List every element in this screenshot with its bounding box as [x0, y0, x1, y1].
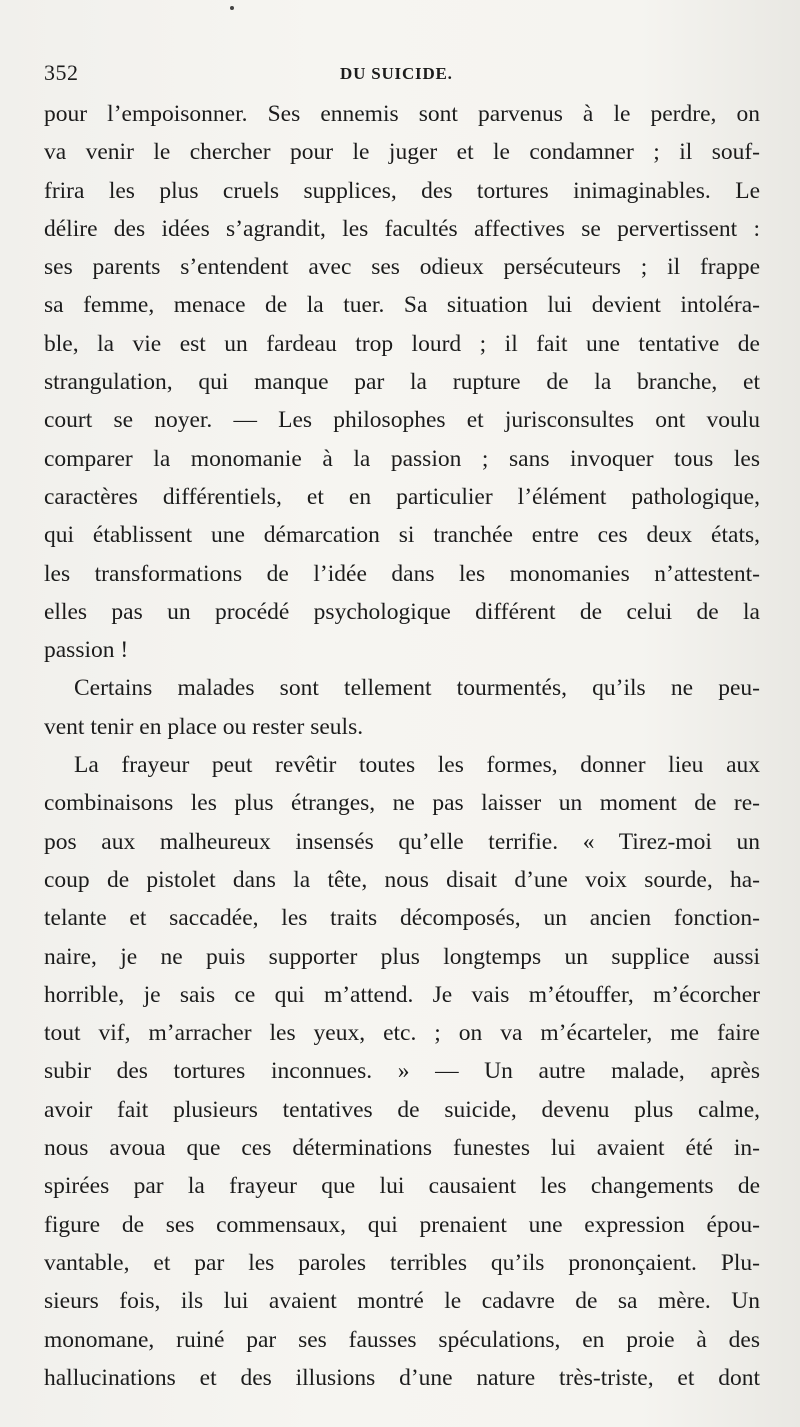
text-line: elles pas un procédé psychologique différent de celui de la [44, 598, 760, 625]
text-line: pos aux malheureux insensés qu’elle terrifie. « Tirez-moi un [44, 828, 760, 855]
text-line: La frayeur peut revêtir toutes les formes, donner lieu aux [74, 752, 760, 779]
text-line: caractères différentiels, et en particulier l’élément pathologique, [44, 483, 760, 510]
text-line: figure de ses commensaux, qui prenaient une expression épou- [44, 1211, 760, 1238]
text-line: strangulation, qui manque par la rupture de la branche, et [44, 369, 760, 396]
text-line: pour l’empoisonner. Ses ennemis sont parvenus à le perdre, on [44, 101, 760, 127]
text-line: va venir le chercher pour le juger et le condamner ; il souf- [44, 139, 760, 166]
text-line: comparer la monomanie à la passion ; sans invoquer tous les [44, 445, 760, 472]
text-line: frira les plus cruels supplices, des tortures inimaginables. Le [44, 177, 760, 204]
text-line: ble, la vie est un fardeau trop lourd ; il fait une tentative de [44, 330, 760, 357]
text-line: court se noyer. — Les philosophes et jurisconsultes ont voulu [44, 407, 760, 434]
text-line: horrible, je sais ce qui m’attend. Je vais m’étouffer, m’écorcher [44, 981, 760, 1008]
text-line: passion ! [44, 637, 129, 664]
text-line: ses parents s’entendent avec ses odieux persécuteurs ; il frappe [44, 254, 760, 281]
running-title: DU SUICIDE. [340, 64, 453, 83]
text-line: spirées par la frayeur que lui causaient les changements de [44, 1173, 760, 1200]
body-text [44, 95, 760, 1397]
text-line: Certains malades sont tellement tourmentés, qu’ils ne peu- [74, 675, 760, 702]
text-line: vantable, et par les paroles terribles qu’ils prononçaient. Plu- [44, 1249, 760, 1276]
text-line: nous avoua que ces déterminations funestes lui avaient été in- [44, 1135, 760, 1162]
text-line: tout vif, m’arracher les yeux, etc. ; on va m’écarteler, me faire [44, 1020, 760, 1047]
text-line: coup de pistolet dans la tête, nous disait d’une voix sourde, ha- [44, 866, 760, 893]
text-line: sieurs fois, ils lui avaient montré le cadavre de sa mère. Un [44, 1288, 760, 1315]
text-line: telante et saccadée, les traits décomposés, un ancien fonction- [44, 905, 760, 932]
text-line: naire, je ne puis supporter plus longtemps un supplice aussi [44, 943, 760, 970]
text-line: avoir fait plusieurs tentatives de suicide, devenu plus calme, [44, 1096, 760, 1123]
text-line: qui établissent une démarcation si tranchée entre ces deux états, [44, 522, 760, 549]
page-number: 352 [44, 60, 79, 85]
running-head [44, 60, 760, 90]
text-line: monomane, ruiné par ses fausses spéculations, en proie à des [44, 1326, 760, 1353]
text-line: hallucinations et des illusions d’une nature très-triste, et dont [44, 1364, 760, 1391]
text-line: combinaisons les plus étranges, ne pas laisser un moment de re- [44, 790, 760, 817]
text-line: délire des idées s’agrandit, les facultés affectives se pervertissent : [44, 215, 760, 242]
text-line: les transformations de l’idée dans les monomanies n’attestent- [44, 560, 760, 587]
print-speck [230, 6, 234, 10]
text-line: subir des tortures inconnues. » — Un autre malade, après [44, 1058, 760, 1085]
text-line: vent tenir en place ou rester seuls. [44, 713, 364, 740]
text-line: sa femme, menace de la tuer. Sa situation lui devient intoléra- [44, 292, 760, 319]
